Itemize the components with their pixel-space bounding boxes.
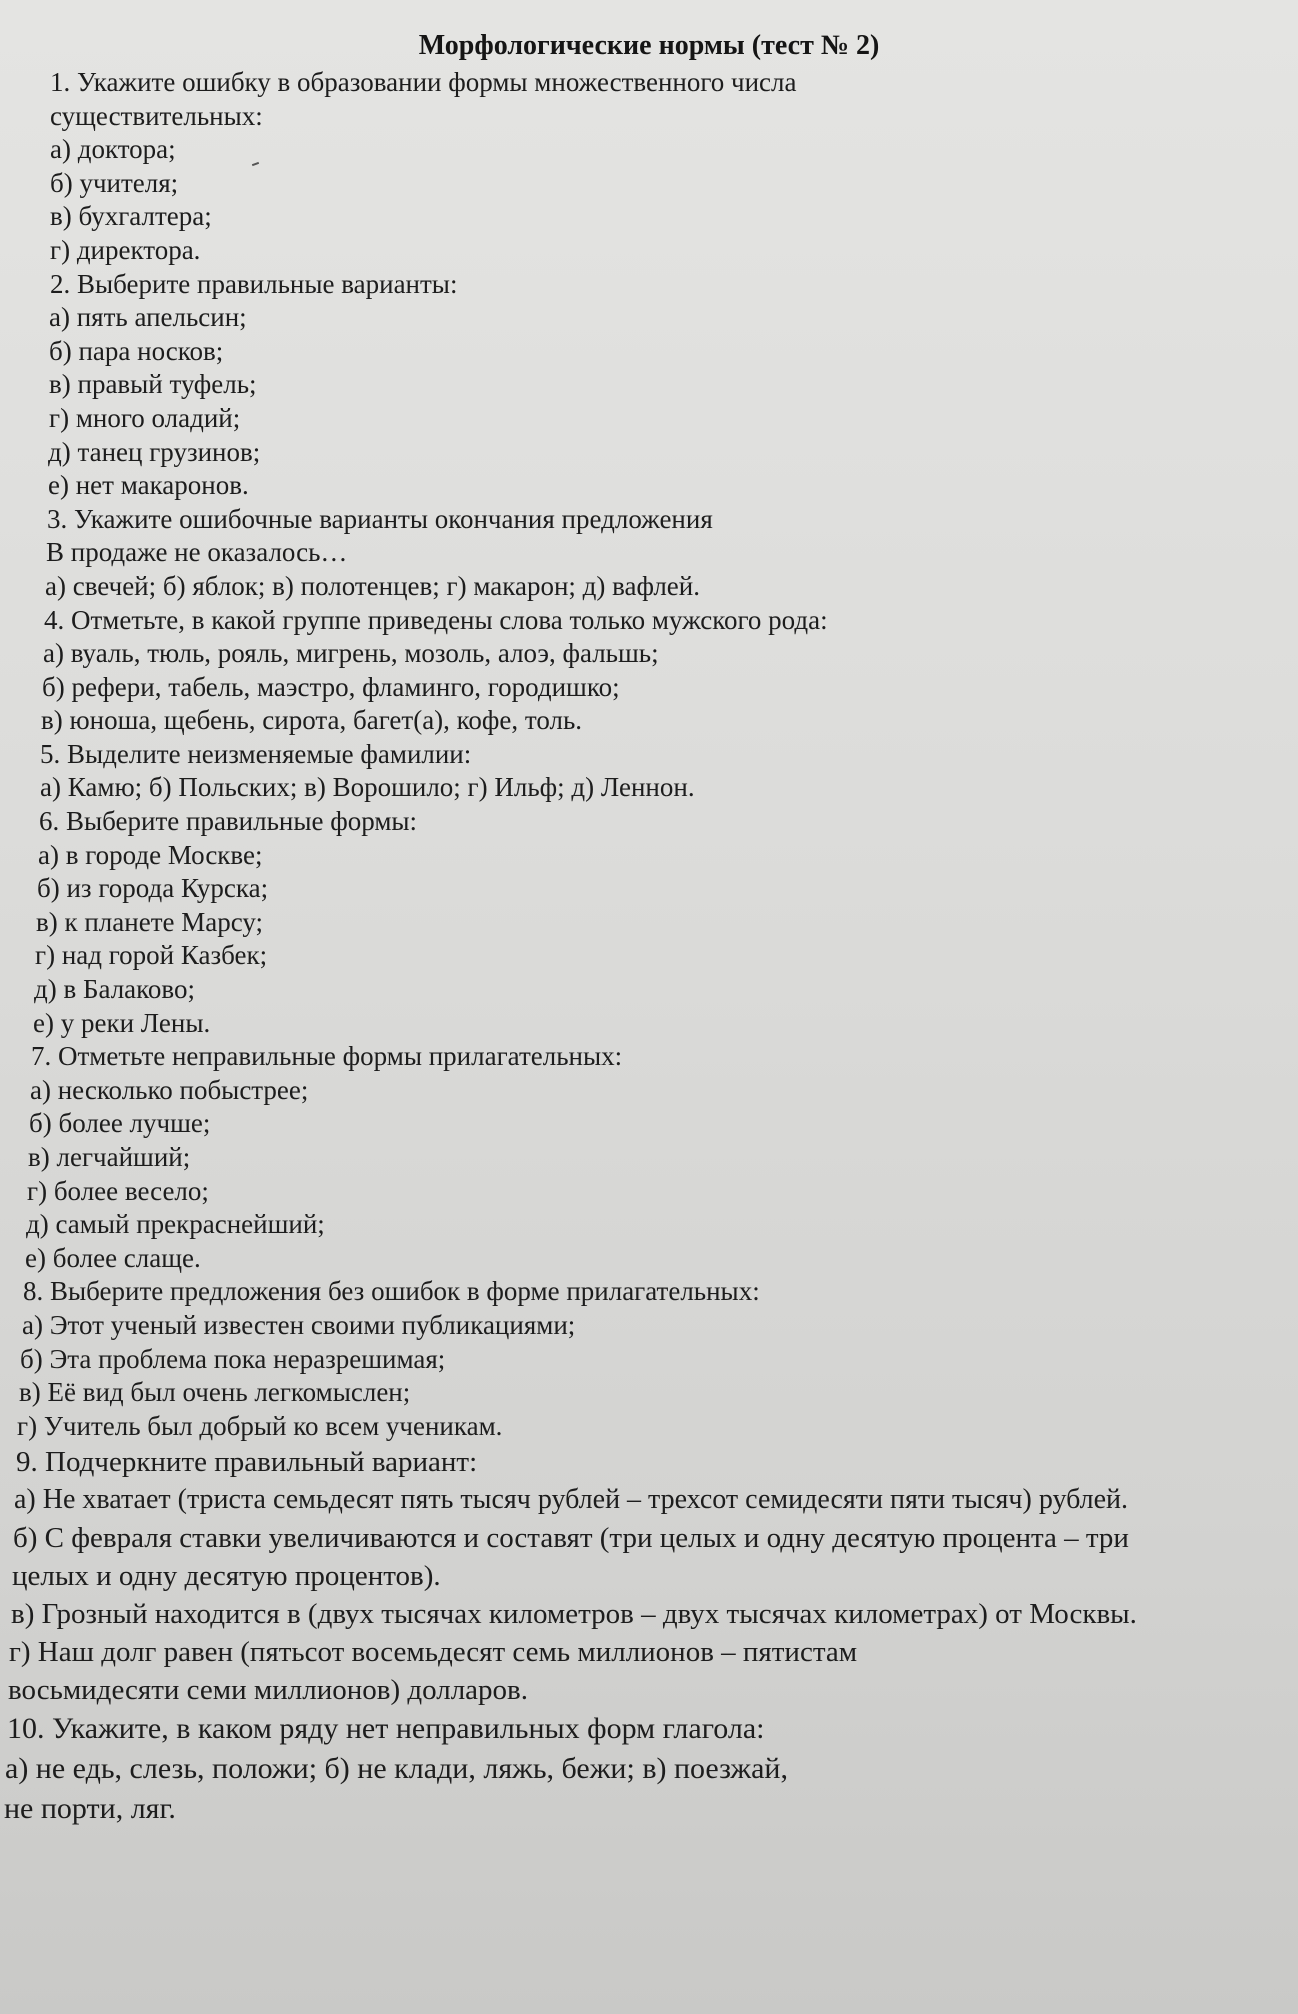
question-7: 7. Отметьте неправильные формы прилагательных: <box>31 1041 623 1072</box>
option-7d: г) более весело; <box>27 1175 209 1206</box>
question-2: 2. Выберите правильные варианты: <box>50 268 458 299</box>
option-8d: г) Учитель был добрый ко всем ученикам. <box>17 1410 503 1441</box>
option-2c: в) правый туфель; <box>49 369 257 400</box>
option-1b: б) учителя; <box>50 167 179 198</box>
option-2a: а) пять апельсин; <box>49 302 247 333</box>
question-1-cont: существительных: <box>50 100 263 131</box>
option-8b: б) Эта проблема пока неразрешимая; <box>20 1343 446 1374</box>
option-2b: б) пара носков; <box>49 335 224 366</box>
question-3: 3. Укажите ошибочные варианты окончания предложения <box>47 503 713 534</box>
option-9c: в) Грозный находится в (двух тысячах километров – двух тысячах километрах) от Москвы. <box>11 1598 1137 1631</box>
option-6f: е) у реки Лены. <box>33 1007 211 1038</box>
option-6d: г) над горой Казбек; <box>35 940 268 971</box>
question-10: 10. Укажите, в каком ряду нет неправильных форм глагола: <box>7 1712 765 1746</box>
option-9d-cont: восьмидесяти семи миллионов) долларов. <box>8 1674 528 1707</box>
option-8a: а) Этот ученый известен своими публикациями; <box>22 1309 576 1340</box>
option-2f: е) нет макаронов. <box>48 470 249 501</box>
test-content <box>0 66 1298 1829</box>
option-9b-cont: целых и одну десятую процентов). <box>12 1560 441 1593</box>
option-7a: а) несколько побыстрее; <box>30 1074 309 1105</box>
page-title: Морфологические нормы (тест № 2) <box>418 30 880 61</box>
option-2e: д) танец грузинов; <box>48 436 261 467</box>
option-2d: г) много оладий; <box>49 402 241 433</box>
option-4a: а) вуаль, тюль, рояль, мигрень, мозоль, алоэ, фальшь; <box>43 638 659 669</box>
options-3: а) свечей; б) яблок; в) полотенцев; г) макарон; д) вафлей. <box>45 570 700 601</box>
option-1a: а) доктора; <box>50 134 176 165</box>
option-6e: д) в Балаково; <box>34 974 195 1005</box>
option-9b: б) С февраля ставки увеличиваются и составят (три целых и одну десятую процента – три <box>13 1522 1129 1555</box>
option-9a: а) Не хватает (триста семьдесят пять тысяч рублей – трехсот семидесяти пяти тысяч) рублей. <box>14 1484 1129 1516</box>
question-4: 4. Отметьте, в какой группе приведены слова только мужского рода: <box>44 604 828 635</box>
option-4b: б) рефери, табель, маэстро, фламинго, городишко; <box>42 671 620 702</box>
option-1c: в) бухгалтера; <box>50 201 212 232</box>
options-5: а) Камю; б) Польских; в) Ворошило; г) Ильф; д) Леннон. <box>40 772 695 803</box>
option-9d: г) Наш долг равен (пятьсот восемьдесят семь миллионов – пятистам <box>9 1636 858 1669</box>
question-8: 8. Выберите предложения без ошибок в форме прилагательных: <box>23 1276 760 1307</box>
question-3-cont: В продаже не оказалось… <box>46 537 348 568</box>
question-9: 9. Подчеркните правильный вариант: <box>16 1446 478 1479</box>
question-5: 5. Выделите неизменяемые фамилии: <box>40 738 472 769</box>
question-6: 6. Выберите правильные формы: <box>39 806 418 837</box>
option-1d: г) директора. <box>50 234 201 265</box>
options-10-cont: не порти, ляг. <box>4 1792 176 1826</box>
options-10: а) не едь, слезь, положи; б) не клади, ляжь, бежи; в) поезжай, <box>5 1752 788 1786</box>
option-7b: б) более лучше; <box>29 1108 211 1139</box>
option-6a: а) в городе Москве; <box>38 839 263 870</box>
option-7e: д) самый прекраснейший; <box>26 1209 325 1240</box>
option-7f: е) более слаще. <box>25 1242 201 1273</box>
option-7c: в) легчайший; <box>28 1142 191 1172</box>
question-1: 1. Укажите ошибку в образовании формы множественного числа <box>50 67 797 97</box>
option-6b: б) из города Курска; <box>37 873 269 904</box>
option-6c: в) к планете Марсу; <box>36 906 263 937</box>
option-8c: в) Её вид был очень легкомыслен; <box>19 1377 411 1408</box>
option-4c: в) юноша, щебень, сирота, багет(а), кофе, толь. <box>41 705 583 736</box>
